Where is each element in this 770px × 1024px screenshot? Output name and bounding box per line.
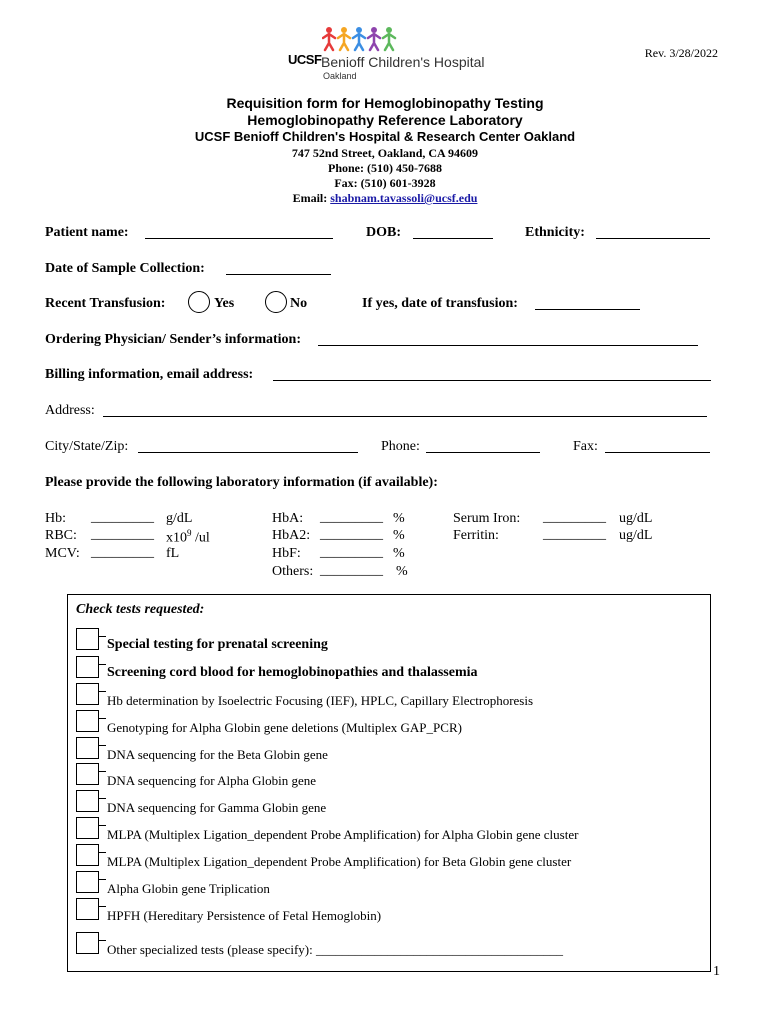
patient-name-label: Patient name: xyxy=(45,225,129,240)
dob-label: DOB: xyxy=(366,225,401,240)
page-number: 1 xyxy=(713,964,720,979)
test-label: Alpha Globin gene Triplication xyxy=(107,881,270,896)
tests-heading: Check tests requested: xyxy=(76,602,205,617)
patient-name-field[interactable] xyxy=(145,226,333,239)
ferritin-field[interactable]: _________ xyxy=(543,527,606,542)
street-address: 747 52nd Street, Oakland, CA 94609 xyxy=(291,146,479,160)
email-line xyxy=(0,191,770,206)
hba-unit: % xyxy=(393,511,405,526)
checkbox-underline xyxy=(98,825,106,826)
hbf-unit: % xyxy=(393,546,405,561)
logo-hospital-name: Benioff Children's Hospital xyxy=(321,54,485,70)
test-checkbox[interactable] xyxy=(76,871,99,893)
test-checkbox[interactable] xyxy=(76,737,99,759)
logo-person-body xyxy=(353,34,365,50)
billing-label: Billing information, email address: xyxy=(45,367,254,382)
others-field[interactable]: _________ xyxy=(320,563,383,578)
checkbox-underline xyxy=(98,771,106,772)
hb-field[interactable]: _________ xyxy=(91,510,154,525)
logo-person-head xyxy=(386,27,392,33)
hba-field[interactable]: _________ xyxy=(320,510,383,525)
revision-date: Rev. 3/28/2022 xyxy=(644,46,718,60)
rbc-unit: $x10^9$ /ul xyxy=(166,528,210,546)
address-label: Address: xyxy=(45,403,95,418)
ethnicity-label: Ethnicity: xyxy=(525,225,585,240)
phone-number: Phone: (510) 450-7688 xyxy=(328,161,442,175)
mcv-label: MCV: xyxy=(45,546,80,561)
test-checkbox[interactable] xyxy=(76,763,99,785)
test-checkbox[interactable] xyxy=(76,817,99,839)
logo-person-head xyxy=(356,27,362,33)
hba2-unit: % xyxy=(393,528,405,543)
test-checkbox[interactable] xyxy=(76,656,99,678)
hospital-name: UCSF Benioff Children's Hospital & Research Center Oakland xyxy=(194,129,576,144)
dob-field[interactable] xyxy=(413,226,493,239)
logo-location: Oakland xyxy=(323,71,357,81)
mcv-unit: fL xyxy=(166,546,180,561)
hb-label: Hb: xyxy=(45,511,66,526)
address-field[interactable] xyxy=(103,404,707,417)
logo-ucsf-text: UCSF xyxy=(288,52,322,67)
test-label: Special testing for prenatal screening xyxy=(107,637,328,652)
test-checkbox[interactable] xyxy=(76,844,99,866)
checkbox-underline xyxy=(98,798,106,799)
fax-label: Fax: xyxy=(573,439,598,454)
test-checkbox[interactable] xyxy=(76,710,99,732)
test-label: Genotyping for Alpha Globin gene deletions (Multiplex GAP_PCR) xyxy=(107,720,462,735)
transfusion-no-label: No xyxy=(290,296,308,311)
test-label: DNA sequencing for the Beta Globin gene xyxy=(107,747,328,762)
hba2-label: HbA2: xyxy=(272,528,311,543)
logo-person-head xyxy=(326,27,332,33)
city-field[interactable] xyxy=(138,440,358,453)
others-unit: % xyxy=(396,564,408,579)
test-label: Hb determination by Isoelectric Focusing (IEF), HPLC, Capillary Electrophoresis xyxy=(107,693,534,708)
test-checkbox[interactable] xyxy=(76,790,99,812)
checkbox-underline xyxy=(98,852,106,853)
email-link[interactable]: shabnam.tavassoli@ucsf.edu xyxy=(330,191,478,205)
hbf-label: HbF: xyxy=(272,546,301,561)
serum-iron-field[interactable]: _________ xyxy=(543,510,606,525)
checkbox-underline xyxy=(98,664,106,665)
serum-iron-unit: ug/dL xyxy=(619,511,653,526)
hbf-field[interactable]: _________ xyxy=(320,545,383,560)
hba2-field[interactable]: _________ xyxy=(320,527,383,542)
logo-person-body xyxy=(383,34,395,50)
physician-label: Ordering Physician/ Sender’s information: xyxy=(45,332,302,347)
test-checkbox[interactable] xyxy=(76,683,99,705)
form-title: Requisition form for Hemoglobinopathy Testing xyxy=(226,95,544,111)
transfusion-label: Recent Transfusion: xyxy=(45,296,166,311)
test-checkbox[interactable] xyxy=(76,932,99,954)
transfusion-date-field[interactable] xyxy=(535,297,640,310)
logo-person-body xyxy=(338,34,350,50)
phone-label: Phone: xyxy=(381,439,420,454)
sample-date-label: Date of Sample Collection: xyxy=(45,261,205,276)
others-label: Others: xyxy=(272,564,314,579)
test-label: HPFH (Hereditary Persistence of Fetal Hemoglobin) xyxy=(107,908,382,923)
rbc-label: RBC: xyxy=(45,528,77,543)
transfusion-date-label: If yes, date of transfusion: xyxy=(362,296,518,311)
test-label: MLPA (Multiplex Ligation_dependent Probe Amplification) for Alpha Globin gene cluster xyxy=(107,827,579,842)
fax-field[interactable] xyxy=(605,440,710,453)
checkbox-underline xyxy=(98,691,106,692)
sample-date-field[interactable] xyxy=(226,262,331,275)
hb-unit: g/dL xyxy=(166,511,193,526)
hospital-logo-people-icon xyxy=(322,26,402,52)
checkbox-underline xyxy=(98,636,106,637)
checkbox-underline xyxy=(98,940,106,941)
transfusion-no-radio[interactable] xyxy=(265,291,287,313)
rbc-field[interactable]: _________ xyxy=(91,527,154,542)
logo-person-body xyxy=(368,34,380,50)
test-label: MLPA (Multiplex Ligation_dependent Probe Amplification) for Beta Globin gene cluster xyxy=(107,854,572,869)
test-label: DNA sequencing for Alpha Globin gene xyxy=(107,773,317,788)
test-label: DNA sequencing for Gamma Globin gene xyxy=(107,800,327,815)
mcv-field[interactable]: _________ xyxy=(91,545,154,560)
ferritin-label: Ferritin: xyxy=(453,528,499,543)
fax-number: Fax: (510) 601-3928 xyxy=(334,176,436,190)
city-label: City/State/Zip: xyxy=(45,439,129,454)
test-label: Screening cord blood for hemoglobinopathies and thalassemia xyxy=(107,665,478,680)
serum-iron-label: Serum Iron: xyxy=(453,511,521,526)
test-label: Other specialized tests (please specify): ______________________________________ xyxy=(107,942,563,957)
logo-person-body xyxy=(323,34,335,50)
transfusion-yes-label: Yes xyxy=(214,296,235,311)
lab-info-heading: Please provide the following laboratory information (if available): xyxy=(45,475,438,490)
email-label: Email: xyxy=(292,191,328,205)
checkbox-underline xyxy=(98,906,106,907)
ferritin-unit: ug/dL xyxy=(619,528,653,543)
test-checkbox[interactable] xyxy=(76,628,99,650)
phone-field[interactable] xyxy=(426,440,540,453)
logo-person-head xyxy=(341,27,347,33)
lab-name: Hemoglobinopathy Reference Laboratory xyxy=(247,112,523,128)
checkbox-underline xyxy=(98,879,106,880)
billing-field[interactable] xyxy=(273,368,711,381)
physician-field[interactable] xyxy=(318,333,698,346)
checkbox-underline xyxy=(98,718,106,719)
transfusion-yes-radio[interactable] xyxy=(188,291,210,313)
ethnicity-field[interactable] xyxy=(596,226,710,239)
hba-label: HbA: xyxy=(272,511,304,526)
checkbox-underline xyxy=(98,745,106,746)
logo-person-head xyxy=(371,27,377,33)
test-checkbox[interactable] xyxy=(76,898,99,920)
